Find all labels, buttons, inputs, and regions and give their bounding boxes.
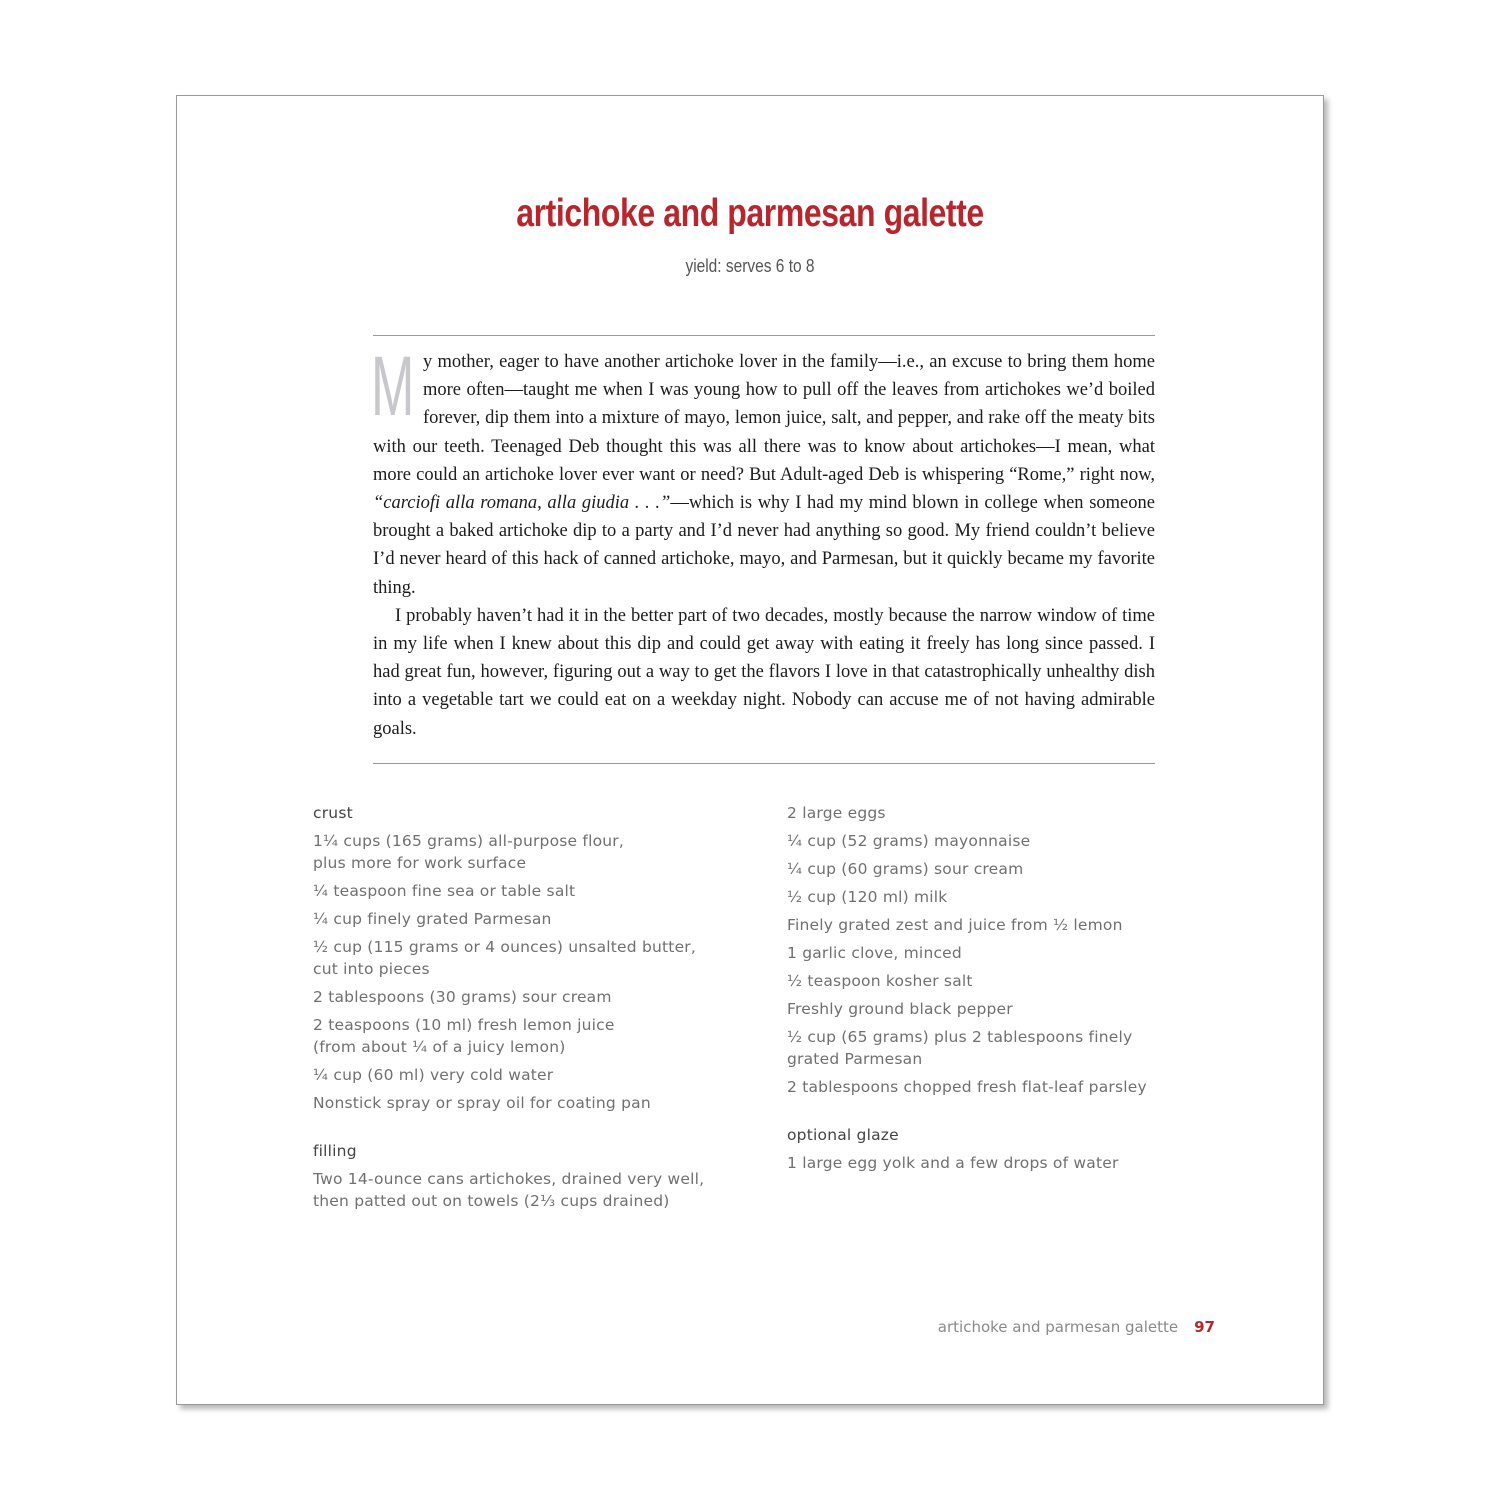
ingredient-item: Freshly ground black pepper bbox=[787, 1000, 1013, 1018]
ingredient-item: Two 14-ounce cans artichokes, drained very well, then patted out on towels (2⅓ cups drained) bbox=[313, 1170, 705, 1210]
ingredient-item: ½ teaspoon kosher salt bbox=[787, 972, 973, 990]
ingredient-item: ½ cup (115 grams or 4 ounces) unsalted butter, cut into pieces bbox=[313, 938, 697, 978]
intro-paragraph-1-start: y mother, eager to have another artichoke lover in the family—i.e., an excuse to bring them home more often—taught me when I was young how to pull off the leaves from artichokes we’d boiled forever, dip them into a mixture of mayo, lemon juice, salt, and pepper, and rake off the meaty bits with our teeth. Teenaged Deb thought this was all there was to know about artichokes—I mean, what more could an artichoke lover ever want or need? But Adult-aged Deb is whispering “Rome,” right now, bbox=[373, 352, 1155, 485]
ingredient-item: ¼ cup finely grated Parmesan bbox=[313, 910, 552, 928]
crust-heading: crust bbox=[313, 804, 353, 822]
ingredient-item: ¼ teaspoon fine sea or table salt bbox=[313, 882, 576, 900]
ingredients-left-column bbox=[313, 802, 733, 1218]
book-page bbox=[176, 95, 1324, 1405]
ingredient-item: ½ cup (65 grams) plus 2 tablespoons finely grated Parmesan bbox=[787, 1028, 1133, 1068]
ingredient-item: 2 large eggs bbox=[787, 804, 886, 822]
intro-paragraph-2: I probably haven’t had it in the better part of two decades, mostly because the narrow window of time in my life when I knew about this dip and could get away with eating it freely has long since passed. I had great fun, however, figuring out a way to get the flavors I love in that catastrophically unhealthy dish into a vegetable tart we could eat on a weekday night. Nobody can accuse me of not having admirable goals. bbox=[373, 605, 1155, 739]
ingredient-item: 1 large egg yolk and a few drops of water bbox=[787, 1154, 1119, 1172]
recipe-title: artichoke and parmesan galette bbox=[516, 192, 984, 235]
ingredient-item: Nonstick spray or spray oil for coating pan bbox=[313, 1094, 651, 1112]
ingredient-item: 2 tablespoons chopped fresh flat-leaf parsley bbox=[787, 1078, 1147, 1096]
bottom-divider bbox=[373, 763, 1155, 764]
ingredient-item: 1 garlic clove, minced bbox=[787, 944, 962, 962]
ingredient-item: ¼ cup (52 grams) mayonnaise bbox=[787, 832, 1031, 850]
ingredient-item: 2 tablespoons (30 grams) sour cream bbox=[313, 988, 612, 1006]
ingredient-item: ¼ cup (60 ml) very cold water bbox=[313, 1066, 554, 1084]
ingredient-item: ½ cup (120 ml) milk bbox=[787, 888, 948, 906]
page-footer bbox=[938, 1318, 1215, 1336]
ingredients-right-column bbox=[787, 802, 1207, 1180]
top-divider bbox=[373, 335, 1155, 336]
ingredient-item: ¼ cup (60 grams) sour cream bbox=[787, 860, 1024, 878]
intro-paragraph-1-italic: “carciofi alla romana, alla giudia . . .” bbox=[373, 493, 671, 514]
drop-cap: M bbox=[371, 339, 415, 433]
filling-heading: filling bbox=[313, 1142, 357, 1160]
intro-paragraph-1-end: —which is why I had my mind blown in college when someone brought a baked artichoke dip to a party and I’d never had anything so good. My friend couldn’t believe I’d never heard of this hack of canned artichoke, mayo, and Parmesan, but it quickly became my favorite thing. bbox=[373, 493, 1155, 598]
glaze-heading: optional glaze bbox=[787, 1126, 899, 1144]
running-title: artichoke and parmesan galette bbox=[937, 1318, 1179, 1336]
intro-text bbox=[371, 339, 1155, 743]
ingredient-item: 1¼ cups (165 grams) all-purpose flour, plus more for work surface bbox=[313, 832, 624, 872]
recipe-yield: yield: serves 6 to 8 bbox=[685, 256, 815, 276]
ingredient-item: Finely grated zest and juice from ½ lemon bbox=[787, 916, 1123, 934]
intro-paragraph-1 bbox=[371, 339, 1155, 602]
ingredient-item: 2 teaspoons (10 ml) fresh lemon juice (from about ¼ of a juicy lemon) bbox=[313, 1016, 615, 1056]
page-number: 97 bbox=[1194, 1318, 1215, 1336]
